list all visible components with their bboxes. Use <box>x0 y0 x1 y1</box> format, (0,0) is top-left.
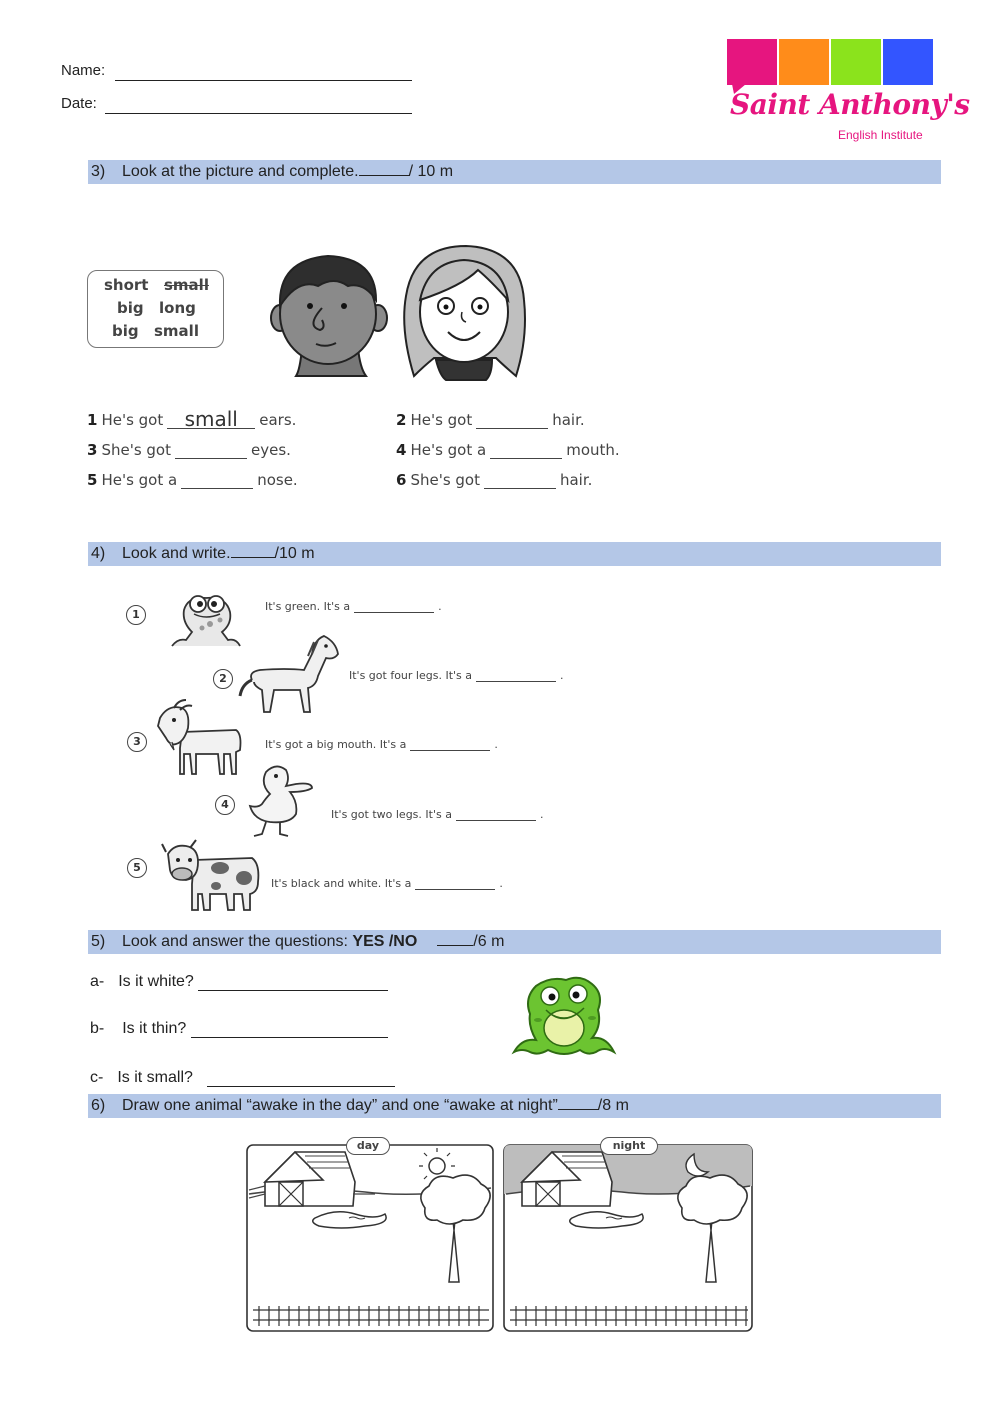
answer-line[interactable] <box>191 1021 388 1038</box>
answer-blank[interactable] <box>181 472 253 489</box>
word: big <box>112 322 139 340</box>
section-4-header <box>88 542 941 566</box>
day-scene-drawing-area[interactable] <box>245 1142 495 1334</box>
word-box <box>87 270 224 348</box>
section-number: 3) <box>91 163 106 180</box>
sentence-item: 5 He's got a nose. <box>87 471 298 489</box>
item-number: 5 <box>127 858 147 878</box>
question-5-item: b- Is it thin? <box>90 1020 388 1038</box>
name-label: Name: <box>61 62 106 79</box>
section-title: Look and write. <box>122 545 231 562</box>
horse-icon <box>238 632 342 716</box>
answer-blank[interactable] <box>415 878 495 890</box>
score-blank[interactable] <box>231 543 275 558</box>
section-6-header <box>88 1094 941 1118</box>
section-5-header <box>88 930 941 954</box>
word: big <box>117 299 144 317</box>
answer-blank[interactable] <box>175 442 247 459</box>
answer-blank[interactable] <box>476 670 556 682</box>
sentence-item: 3 She's got eyes. <box>87 441 291 459</box>
section-score: /8 m <box>597 1097 629 1114</box>
date-field[interactable] <box>105 95 412 114</box>
question-5-item: a- Is it white? <box>90 973 388 991</box>
section-score: / 10 m <box>408 163 454 180</box>
night-scene-drawing-area[interactable] <box>502 1142 754 1334</box>
frog-icon <box>164 588 244 652</box>
section-3-header <box>88 160 941 184</box>
answer-line[interactable] <box>198 974 388 991</box>
score-blank[interactable] <box>359 161 409 176</box>
question-4-item: It's got two legs. It's a . <box>331 808 544 821</box>
section-number: 5) <box>91 933 106 950</box>
date-label: Date: <box>61 95 97 112</box>
answer-blank[interactable] <box>354 601 434 613</box>
question-4-item: It's got four legs. It's a . <box>349 669 564 682</box>
question-4-item: It's black and white. It's a . <box>271 877 503 890</box>
sentence-item: 2 He's got hair. <box>396 411 585 429</box>
section-title: Look and answer the questions: <box>122 933 348 950</box>
section-title: Draw one animal “awake in the day” and one “awake at night” <box>122 1097 558 1114</box>
green-frog-icon <box>508 972 620 1064</box>
duck-icon <box>246 762 316 840</box>
section-number: 4) <box>91 545 106 562</box>
cow-icon <box>160 838 262 914</box>
answer-blank[interactable] <box>484 472 556 489</box>
answer-blank[interactable] <box>456 809 536 821</box>
word: small <box>154 322 199 340</box>
section-score: /10 m <box>274 545 315 562</box>
answer-blank[interactable] <box>490 442 562 459</box>
word: long <box>159 299 196 317</box>
sentence-item: 1 He's got small ears. <box>87 407 297 431</box>
word-crossed: small <box>164 276 209 294</box>
score-blank[interactable] <box>558 1095 598 1110</box>
question-4-item: It's got a big mouth. It's a . <box>265 738 498 751</box>
item-number: 2 <box>213 669 233 689</box>
item-number: 1 <box>126 605 146 625</box>
item-number: 3 <box>127 732 147 752</box>
night-tag: night <box>600 1137 658 1155</box>
answer-line[interactable] <box>207 1070 395 1087</box>
section-title: Look at the picture and complete. <box>122 163 359 180</box>
boy-face-illustration <box>268 248 388 380</box>
question-5-item: c- Is it small? <box>90 1069 395 1087</box>
section-number: 6) <box>91 1097 106 1114</box>
question-4-item: It's green. It's a . <box>265 600 442 613</box>
answer-options: YES /NO <box>352 933 418 950</box>
item-number: 4 <box>215 795 235 815</box>
answer-blank[interactable] <box>476 412 548 429</box>
score-blank[interactable] <box>437 931 473 946</box>
logo-title: Saint Anthony's <box>730 88 970 121</box>
sentence-item: 4 He's got a mouth. <box>396 441 620 459</box>
section-score: /6 m <box>473 933 505 950</box>
girl-face-illustration <box>392 240 537 382</box>
day-tag: day <box>346 1137 390 1155</box>
name-field[interactable] <box>115 62 412 81</box>
sentence-item: 6 She's got hair. <box>396 471 593 489</box>
answer-blank[interactable]: small <box>167 412 255 429</box>
logo-subtitle: English Institute <box>838 128 923 142</box>
answer-blank[interactable] <box>410 739 490 751</box>
goat-icon <box>152 698 244 778</box>
word: short <box>104 276 149 294</box>
